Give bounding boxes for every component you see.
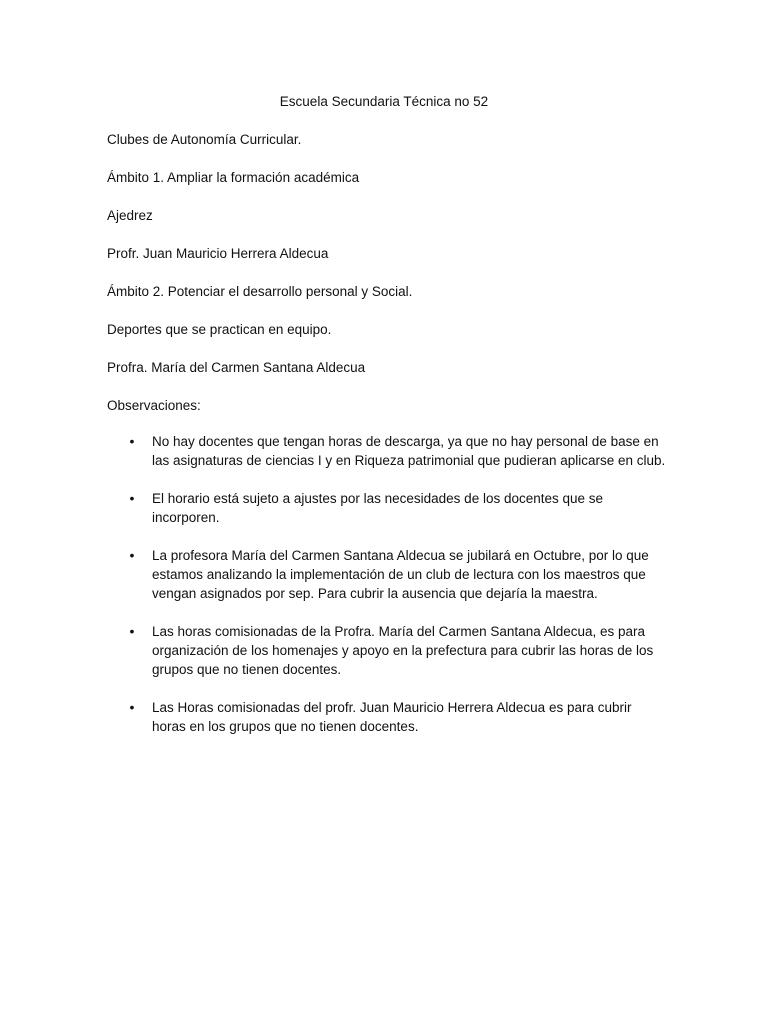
bullet-icon: • [129,433,135,449]
paragraph-ambito-1: Ámbito 1. Ampliar la formación académica [107,170,360,185]
paragraph-teacher-2: Profra. María del Carmen Santana Aldecua [107,360,366,375]
paragraph-teacher-1: Profr. Juan Mauricio Herrera Aldecua [107,246,329,261]
list-item [107,546,667,603]
observations-list [107,432,667,755]
observation-text: La profesora María del Carmen Santana Aldecua se jubilará en Octubre, por lo que estamos analizando la implementación de un club de lectura con los maestros que vengan asignados por sep. Para cubrir la ausencia que dejaría la maestra. [152,548,649,601]
paragraph-club-ajedrez: Ajedrez [107,208,153,223]
observation-text: Las horas comisionadas de la Profra. María del Carmen Santana Aldecua, es para organización de los homenajes y apoyo en la prefectura para cubrir las horas de los grupos que no tienen docentes. [152,624,654,677]
paragraph-observations-heading: Observaciones: [107,398,201,413]
observation-text: El horario está sujeto a ajustes por las necesidades de los docentes que se incorporen. [152,491,604,525]
observation-text: No hay docentes que tengan horas de descarga, ya que no hay personal de base en las asignaturas de ciencias I y en Riqueza patrimonial que pudieran aplicarse en club. [152,434,666,468]
list-item [107,489,667,527]
paragraph-clubs-heading: Clubes de Autonomía Curricular. [107,132,302,147]
observation-text: Las Horas comisionadas del profr. Juan Mauricio Herrera Aldecua es para cubrir horas en los grupos que no tienen docentes. [152,700,632,734]
bullet-icon: • [129,699,135,715]
bullet-icon: • [129,623,135,639]
paragraph-club-deportes: Deportes que se practican en equipo. [107,322,332,337]
bullet-icon: • [129,547,135,563]
bullet-icon: • [129,490,135,506]
list-item [107,622,667,679]
list-item [107,698,667,736]
list-item [107,432,667,470]
paragraph-ambito-2: Ámbito 2. Potenciar el desarrollo personal y Social. [107,284,413,299]
document-title: Escuela Secundaria Técnica no 52 [279,94,489,109]
